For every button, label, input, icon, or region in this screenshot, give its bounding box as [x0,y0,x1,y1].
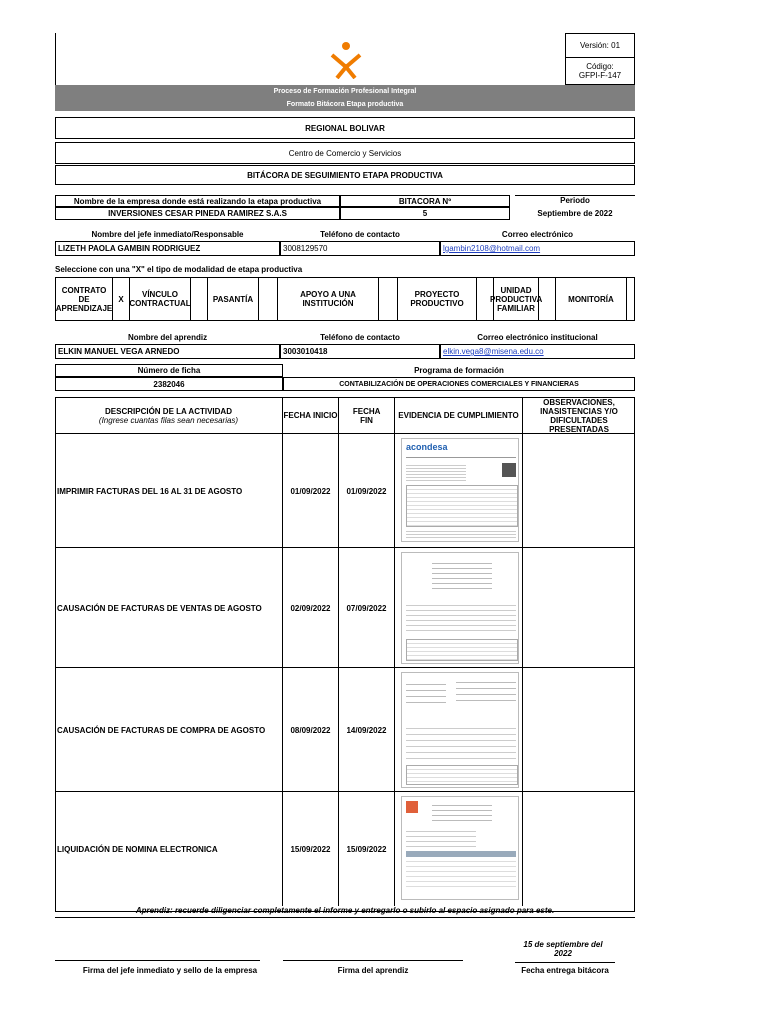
sena-logo [325,40,367,80]
footer-note: Aprendiz: recuerde diligenciar completamente el informe y entregarlo o subirlo al espacio asignado para este. [55,906,635,918]
modality-mark[interactable] [539,278,556,320]
activity-description: IMPRIMIR FACTURAS DEL 16 AL 31 DE AGOSTO [55,434,283,548]
activity-end: 01/09/2022 [339,434,395,548]
table-row [55,434,635,548]
table-row [55,792,635,906]
document-title: BITÁCORA DE SEGUIMIENTO ETAPA PRODUCTIVA [55,165,635,185]
activity-end: 07/09/2022 [339,548,395,668]
center-title: Centro de Comercio y Servicios [55,142,635,164]
apprentice-name-label: Nombre del aprendiz [127,333,208,342]
activity-observations [523,434,635,548]
activities-header [55,397,635,434]
modality-option: APOYO A UNA INSTITUCIÓN [278,278,379,320]
activity-start: 15/09/2022 [283,792,339,906]
modality-option: VÍNCULO CONTRACTUAL [130,278,191,320]
activity-observations [523,548,635,668]
observations-header: OBSERVACIONES, INASISTENCIAS Y/O DIFICULTADES PRESENTADAS [540,397,618,434]
start-header: FECHA INICIO [283,397,339,434]
activity-description: CAUSACIÓN DE FACTURAS DE VENTAS DE AGOSTO [55,548,283,668]
activity-observations [523,668,635,792]
table-row [55,548,635,668]
modality-mark[interactable] [379,278,398,320]
apprentice-phone-value: 3003010418 [280,344,440,359]
bitacora-label: BITACORA Nº [340,195,510,207]
description-header [55,397,283,434]
program-value: CONTABILIZACIÓN DE OPERACIONES COMERCIALES Y FINANCIERAS [283,377,635,391]
evidence-image [401,552,519,664]
evidence-brand: acondesa [406,442,448,452]
activity-end: 15/09/2022 [339,792,395,906]
modality-option: CONTRATO DE APRENDIZAJE [56,278,113,320]
activity-start: 01/09/2022 [283,434,339,548]
evidence-header: EVIDENCIA DE CUMPLIMIENTO [395,397,523,434]
sena-logo-label: SENA [344,81,348,83]
activity-start: 02/09/2022 [283,548,339,668]
bitacora-value: 5 [340,207,510,220]
table-row [55,668,635,792]
modality-mark[interactable] [627,278,634,320]
code-value: GFPI-F-147 [578,71,622,80]
modality-option: MONITORÍA [556,278,627,320]
boss-email-value[interactable]: lgambin2108@hotmail.com [440,241,635,256]
company-value: INVERSIONES CESAR PINEDA RAMIREZ S.A.S [55,207,340,220]
activity-observations [523,792,635,906]
code-label: Código: [586,62,614,71]
modality-mark[interactable] [191,278,208,320]
delivery-date: 15 de septiembre del 2022 [523,940,603,958]
activity-evidence [395,434,523,548]
apprentice-email-value[interactable]: elkin.vega8@misena.edu.co [440,344,635,359]
evidence-image [401,672,519,788]
boss-signature-line [55,960,260,961]
sena-logo-icon [327,41,365,79]
region-title: REGIONAL BOLIVAR [55,117,635,139]
end-header: FECHA FIN [339,397,395,434]
activity-description: LIQUIDACIÓN DE NOMINA ELECTRONICA [55,792,283,906]
apprentice-signature-label: Firma del aprendiz [337,965,409,975]
description-header-title: DESCRIPCIÓN DE LA ACTIVIDAD [105,406,232,416]
modality-row [55,277,635,321]
activity-start: 08/09/2022 [283,668,339,792]
delivery-line [515,962,615,963]
activity-end: 14/09/2022 [339,668,395,792]
period-label: Periodo [515,195,635,205]
boss-name-label: Nombre del jefe inmediato/Responsable [91,230,244,239]
boss-name-value: LIZETH PAOLA GAMBIN RODRIGUEZ [55,241,280,256]
format-title: Formato Bitácora Etapa productiva [55,98,635,111]
modality-mark[interactable]: X [113,278,130,320]
boss-phone-label: Teléfono de contacto [320,230,400,239]
boss-email-label: Correo electrónico [501,230,574,239]
description-header-note: (Ingrese cuantas filas sean necesarias) [98,415,239,425]
evidence-image [401,796,519,900]
program-label: Programa de formación [414,366,504,375]
modality-option: PROYECTO PRODUCTIVO [398,278,477,320]
apprentice-signature-line [283,960,463,961]
delivery-label: Fecha entrega bitácora [521,965,609,975]
company-label: Nombre de la empresa donde está realizando la etapa productiva [55,195,340,207]
apprentice-phone-label: Teléfono de contacto [320,333,400,342]
code-box [565,57,635,85]
boss-phone-value: 3008129570 [280,241,440,256]
modality-option: PASANTÍA [208,278,259,320]
modality-instruction: Seleccione con una "X" el tipo de modalidad de etapa productiva [55,265,303,274]
version-text: Versión: 01 [579,41,621,50]
process-title: Proceso de Formación Profesional Integral [55,85,635,98]
activity-evidence [395,668,523,792]
evidence-image [401,438,519,542]
boss-signature-label: Firma del jefe inmediato y sello de la empresa [82,965,258,975]
activity-description: CAUSACIÓN DE FACTURAS DE COMPRA DE AGOSTO [55,668,283,792]
period-value: Septiembre de 2022 [537,208,613,218]
apprentice-name-value: ELKIN MANUEL VEGA ARNEDO [55,344,280,359]
ficha-label: Número de ficha [55,364,283,377]
activity-evidence [395,548,523,668]
version-box [565,33,635,58]
activity-evidence [395,792,523,906]
modality-mark[interactable] [259,278,278,320]
modality-option: UNIDAD PRODUCTIVA FAMILIAR [494,278,539,320]
apprentice-email-label: Correo electrónico institucional [477,333,598,342]
ficha-value: 2382046 [55,377,283,391]
